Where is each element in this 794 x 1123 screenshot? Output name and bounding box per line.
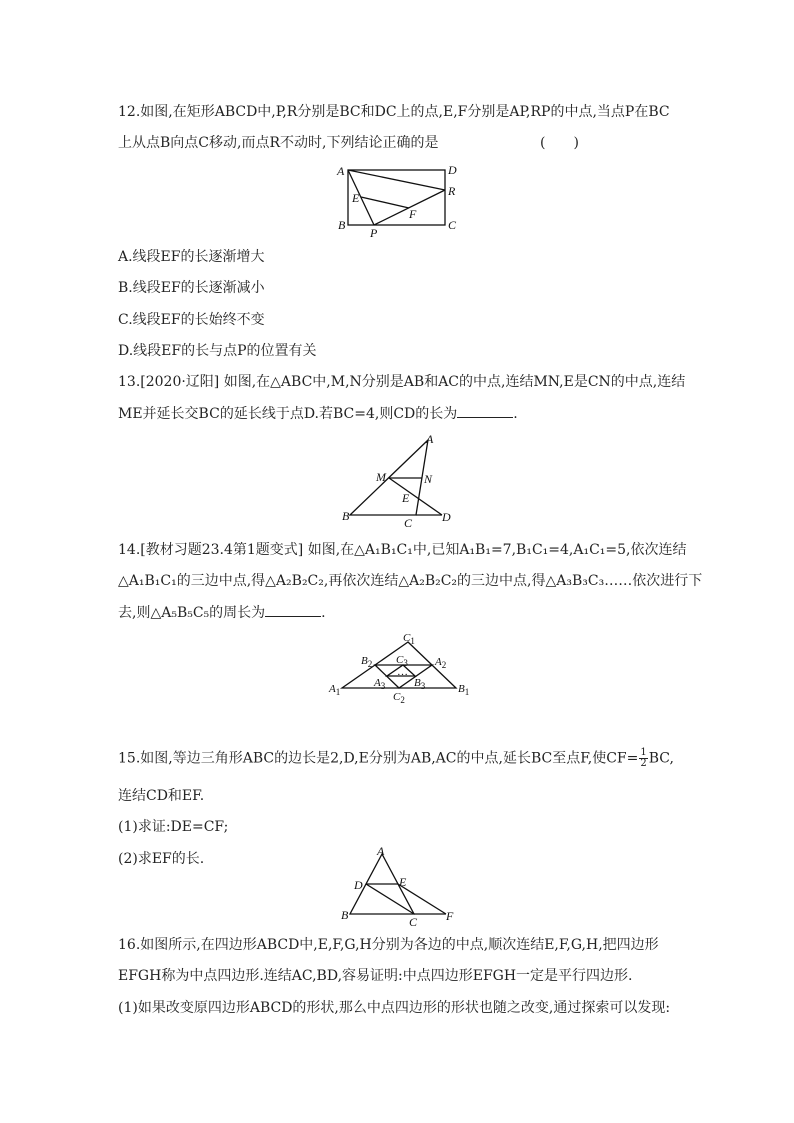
q14-line-3-end: .	[321, 605, 326, 621]
q13-label-d: D	[442, 510, 451, 524]
q12-line-1: 12.如图,在矩形ABCD中,P,R分别是BC和DC上的点,E,F分别是AP,RP的中点,当点P在BC	[118, 104, 670, 120]
q14-line-3-text: 去,则△A₅B₅C₅的周长为	[118, 605, 266, 621]
q12-label-f: F	[409, 207, 417, 221]
q12-option-c: C.线段EF的长始终不变	[118, 312, 265, 328]
q14-label-b1: $B_1$	[458, 683, 470, 697]
q12-option-d: D.线段EF的长与点P的位置有关	[118, 343, 317, 359]
q12-label-b: B	[338, 218, 346, 232]
q16-line-2: EFGH称为中点四边形.连结AC,BD,容易证明:中点四边形EFGH一定是平行四边形.	[118, 968, 633, 984]
q12-answer-paren: ( )	[540, 135, 579, 151]
q12-label-c: C	[448, 218, 457, 232]
q13-label-e: E	[402, 491, 410, 505]
q14-line-1: 14.[教材习题23.4第1题变式] 如图,在△A₁B₁C₁中,已知A₁B₁=7,B₁C₁=4,A₁C₁=5,依次连结	[118, 542, 687, 558]
q14-nested-triangles-figure	[326, 630, 476, 706]
q15-segment-cd	[366, 884, 414, 914]
q12-label-r: R	[448, 184, 456, 198]
q12-segment-ar	[348, 170, 445, 190]
q13-label-n: N	[424, 472, 433, 486]
q15-label-a: A	[377, 844, 385, 858]
q14-label-c2: $C_2$	[393, 691, 405, 705]
q12-line-2	[118, 133, 579, 153]
q12-segment-ef	[361, 197, 409, 208]
q14-answer-blank	[265, 604, 321, 617]
q15-label-b: B	[341, 908, 349, 922]
q16-line-1: 16.如图所示,在四边形ABCD中,E,F,G,H分别为各边的中点,顺次连结E,F,G,H,把四边形	[118, 937, 659, 953]
q13-line-2-end: .	[513, 406, 518, 422]
q14-line-3	[118, 603, 326, 623]
q12-option-a: A.线段EF的长逐渐增大	[118, 249, 265, 265]
q14-label-b2: $B_2$	[361, 655, 373, 669]
q12-option-b: B.线段EF的长逐渐减小	[118, 280, 265, 296]
q12-label-p: P	[370, 226, 378, 240]
q13-label-m: M	[376, 470, 386, 484]
q15-line-2: 连结CD和EF.	[118, 788, 205, 804]
q15-fraction-denominator: 2	[640, 758, 647, 769]
q13-line-2	[118, 404, 518, 424]
q14-label-a3: $A_3$	[374, 677, 386, 691]
q15-equilateral-figure	[338, 842, 464, 930]
q12-line-2-text: 上从点B向点C移动,而点R不动时,下列结论正确的是	[118, 135, 439, 151]
q15-label-d: D	[354, 878, 363, 892]
q16-line-3: (1)如果改变原四边形ABCD的形状,那么中点四边形的形状也随之改变,通过探索可以发现:	[118, 1000, 671, 1016]
q15-part-2: (2)求EF的长.	[118, 851, 205, 867]
q13-label-b: B	[342, 509, 350, 523]
q14-label-b3: $B_3$	[414, 677, 426, 691]
q15-line-1-text: 15.如图,等边三角形ABC的边长是2,D,E分别为AB,AC的中点,延长BC至点F,使CF=	[118, 750, 639, 767]
q15-line-1	[118, 748, 674, 769]
q13-segment-md	[389, 478, 442, 515]
q12-label-e: E	[352, 191, 360, 205]
q14-label-dots: …	[397, 666, 408, 678]
q14-line-2: △A₁B₁C₁的三边中点,得△A₂B₂C₂,再依次连结△A₂B₂C₂的三边中点,得△A₃B₃C₃……依次进行下	[118, 573, 703, 589]
q15-fraction-numerator: 1	[640, 747, 647, 758]
q14-label-a1: $A_1$	[329, 683, 341, 697]
q15-part-1: (1)求证:DE=CF;	[118, 819, 229, 835]
q15-line-1-tail: BC,	[648, 750, 674, 767]
q13-answer-blank	[457, 405, 513, 418]
q12-rectangle-figure	[334, 160, 464, 240]
q13-line-2-text: ME并延长交BC的延长线于点D.若BC=4,则CD的长为	[118, 406, 458, 422]
q14-label-c3: $C_3$	[396, 654, 408, 668]
q13-line-1: 13.[2020·辽阳] 如图,在△ABC中,M,N分别是AB和AC的中点,连结MN,E是CN的中点,连结	[118, 374, 686, 390]
q15-fraction-half	[639, 748, 647, 769]
q15-label-e: E	[399, 875, 407, 889]
q13-label-c: C	[404, 516, 413, 530]
q15-label-c: C	[409, 915, 418, 929]
q13-triangle-figure	[338, 430, 458, 530]
q15-label-f: F	[446, 909, 454, 923]
q12-label-d: D	[448, 163, 457, 177]
q12-label-a: A	[337, 164, 345, 178]
q14-label-a2: $A_2$	[435, 656, 447, 670]
q14-label-c1: $C_1$	[403, 632, 415, 646]
q13-label-a: A	[426, 432, 434, 446]
